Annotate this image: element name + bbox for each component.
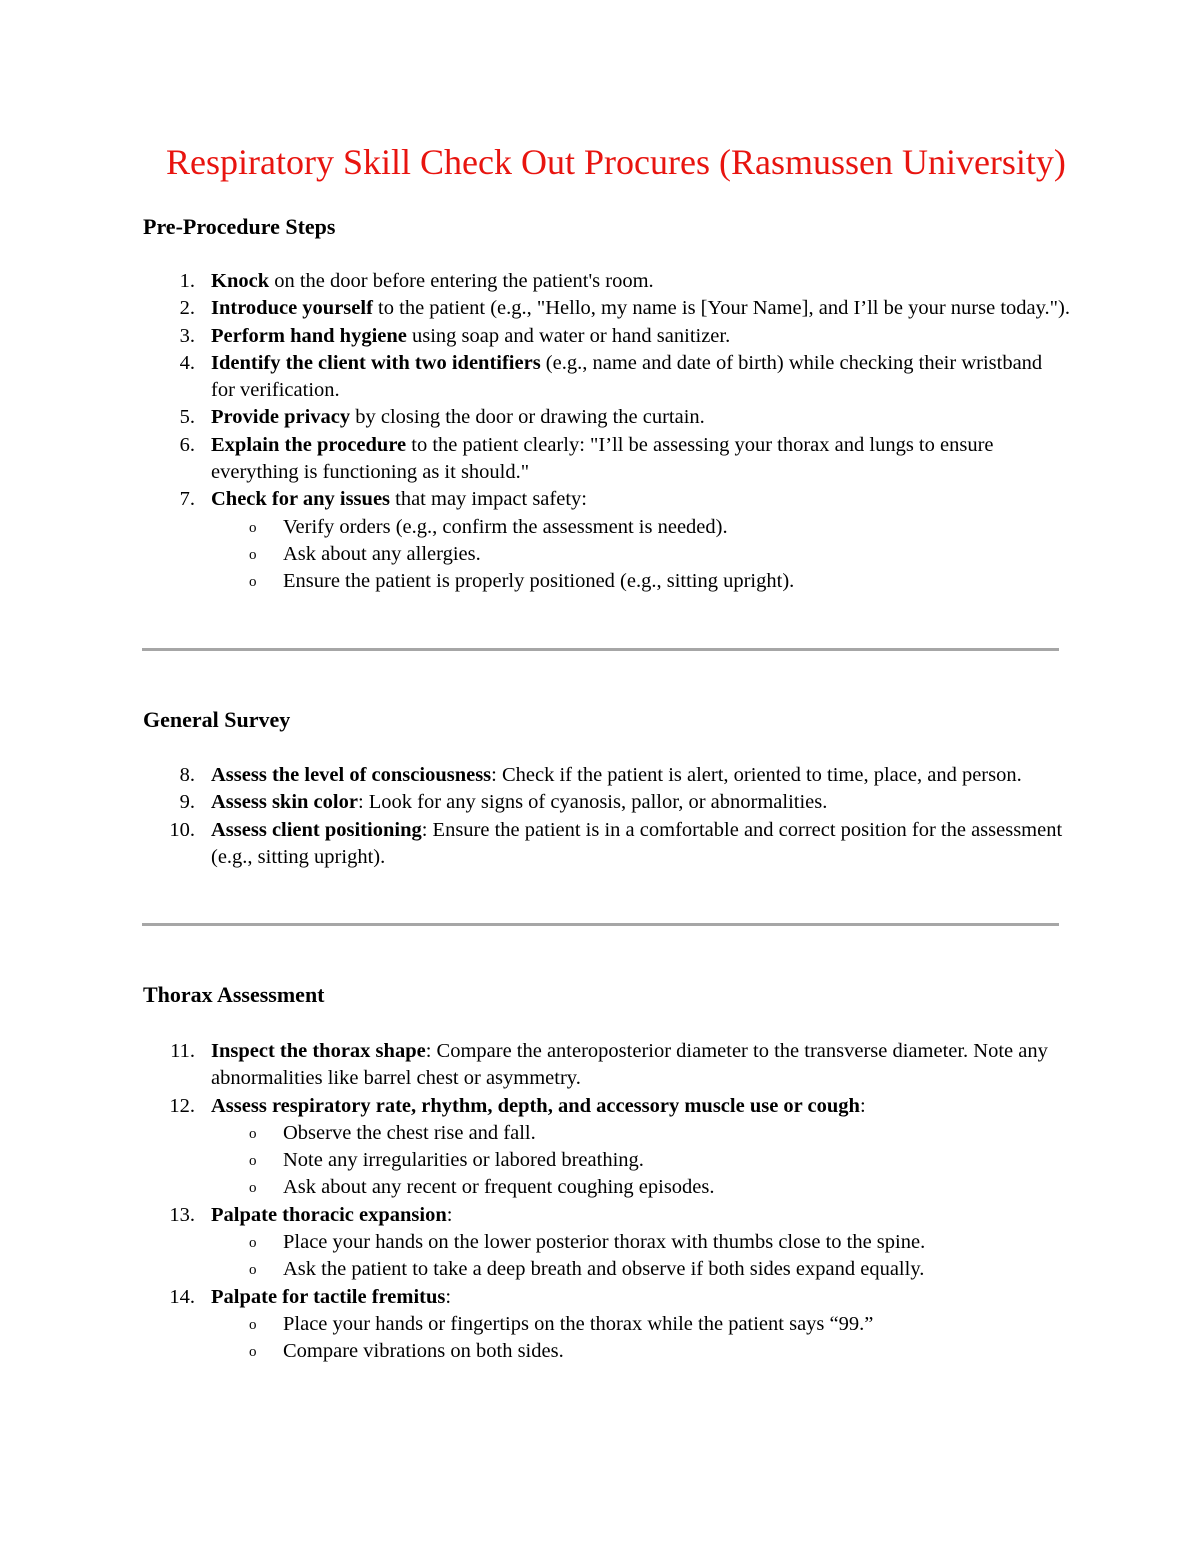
sub-list-item <box>0 1311 1070 1338</box>
item-number: 2. <box>179 297 195 320</box>
thorax-assessment-list <box>0 1038 1200 1366</box>
sub-list <box>211 1311 1070 1366</box>
list-item <box>0 350 1200 405</box>
section-divider <box>142 923 1059 926</box>
item-bold-label: Assess respiratory rate, rhythm, depth, and accessory muscle use or cough <box>211 1094 860 1117</box>
item-number: 10. <box>169 818 195 841</box>
item-text: to the patient (e.g., "Hello, my name is [Your Name], and I’ll be your nurse today."). <box>372 297 1070 320</box>
sub-list-item <box>0 568 1070 595</box>
sub-list-item <box>0 1147 1070 1174</box>
sub-item-text: Ask about any recent or frequent coughing episodes. <box>283 1176 715 1199</box>
list-item <box>0 268 1200 295</box>
item-number: 3. <box>179 324 195 347</box>
item-bold-label: Perform hand hygiene <box>211 324 407 347</box>
item-number: 7. <box>179 488 195 511</box>
item-bold-label: Palpate for tactile fremitus <box>211 1285 446 1308</box>
circle-bullet-icon: o <box>249 1125 257 1142</box>
item-bold-label: Provide privacy <box>211 406 351 429</box>
list-item <box>0 432 1200 487</box>
list-item <box>0 323 1200 350</box>
sub-list-item <box>0 1338 1070 1365</box>
item-text: (e.g., name and date of birth) while checking their wristband for verification. <box>211 351 1043 402</box>
section-divider <box>142 648 1059 651</box>
sub-list <box>211 514 1070 596</box>
sub-list <box>211 1229 1070 1284</box>
item-bold-label: Check for any issues <box>211 488 391 511</box>
sub-list-item <box>0 541 1070 568</box>
item-bold-label: Identify the client with two identifiers <box>211 351 541 374</box>
item-text: : <box>859 1094 866 1117</box>
item-bold-label: Explain the procedure <box>211 433 407 456</box>
item-text: : <box>445 1285 452 1308</box>
sub-list-item <box>0 1256 1070 1283</box>
sub-item-text: Note any irregularities or labored breathing. <box>283 1149 644 1172</box>
list-item <box>0 486 1200 595</box>
item-text: using soap and water or hand sanitizer. <box>406 324 731 347</box>
circle-bullet-icon: o <box>249 574 257 591</box>
item-text: : Ensure the patient is in a comfortable and correct position for the assessment (e.g., sitting upright). <box>211 818 1063 868</box>
item-bold-label: Introduce yourself <box>211 297 373 320</box>
item-bold-label: Knock <box>211 270 270 292</box>
circle-bullet-icon: o <box>249 519 257 536</box>
item-number: 8. <box>179 764 195 786</box>
item-text: that may impact safety: <box>390 488 587 511</box>
general-survey-list <box>0 762 1200 871</box>
item-text: : Compare the anteroposterior diameter to the transverse diameter. Note any abnormalities like barrel chest or asymmetry. <box>211 1040 1048 1090</box>
sub-list <box>211 1120 1070 1202</box>
sub-list-item <box>0 1174 1070 1201</box>
sub-list-item <box>0 1120 1070 1147</box>
item-number: 1. <box>179 270 195 292</box>
sub-list-item <box>0 514 1070 541</box>
item-text: on the door before entering the patient's room. <box>269 270 654 292</box>
list-item <box>0 1093 1200 1202</box>
item-number: 4. <box>179 351 195 374</box>
list-item <box>0 404 1200 431</box>
item-bold-label: Inspect the thorax shape <box>211 1040 426 1062</box>
item-number: 11. <box>170 1040 195 1062</box>
item-number: 14. <box>169 1285 195 1308</box>
sub-item-text: Compare vibrations on both sides. <box>283 1340 564 1363</box>
section-heading-pre-procedure: Pre-Procedure Steps <box>143 214 336 239</box>
circle-bullet-icon: o <box>249 1316 257 1333</box>
list-item <box>0 762 1200 789</box>
sub-item-text: Ensure the patient is properly positioned (e.g., sitting upright). <box>283 570 795 593</box>
item-number: 5. <box>179 406 195 429</box>
list-item <box>0 295 1200 322</box>
circle-bullet-icon: o <box>249 1180 257 1197</box>
item-number: 12. <box>169 1094 195 1117</box>
list-item <box>0 1038 1200 1093</box>
item-text: : <box>446 1203 453 1226</box>
sub-item-text: Ask about any allergies. <box>283 542 481 565</box>
list-item <box>0 817 1200 872</box>
sub-item-text: Verify orders (e.g., confirm the assessment is needed). <box>283 515 728 538</box>
item-text: by closing the door or drawing the curtain. <box>350 406 705 429</box>
item-text: : Look for any signs of cyanosis, pallor, or abnormalities. <box>357 791 828 814</box>
circle-bullet-icon: o <box>249 1344 257 1361</box>
sub-item-text: Observe the chest rise and fall. <box>283 1121 536 1144</box>
item-text: to the patient clearly: "I’ll be assessing your thorax and lungs to ensure everything is functioning as it should." <box>211 433 994 484</box>
item-text: : Check if the patient is alert, oriented to time, place, and person. <box>491 764 1022 786</box>
list-item <box>0 789 1200 816</box>
circle-bullet-icon: o <box>249 1235 257 1252</box>
item-bold-label: Assess skin color <box>211 791 358 814</box>
item-bold-label: Palpate thoracic expansion <box>211 1203 447 1226</box>
list-item <box>0 1202 1200 1284</box>
sub-list-item <box>0 1229 1070 1256</box>
document-title: Respiratory Skill Check Out Procures (Rasmussen University) <box>166 142 1066 182</box>
pre-procedure-list <box>0 268 1200 596</box>
circle-bullet-icon: o <box>249 1262 257 1279</box>
item-number: 9. <box>179 791 195 814</box>
sub-item-text: Place your hands or fingertips on the thorax while the patient says “99.” <box>283 1312 874 1335</box>
circle-bullet-icon: o <box>249 546 257 563</box>
list-item <box>0 1284 1200 1366</box>
item-number: 6. <box>179 433 195 456</box>
sub-item-text: Ask the patient to take a deep breath and observe if both sides expand equally. <box>283 1258 925 1281</box>
item-bold-label: Assess client positioning <box>211 818 422 841</box>
item-bold-label: Assess the level of consciousness <box>211 764 492 786</box>
sub-item-text: Place your hands on the lower posterior thorax with thumbs close to the spine. <box>283 1231 926 1254</box>
section-heading-thorax-assessment: Thorax Assessment <box>143 982 325 1007</box>
circle-bullet-icon: o <box>249 1153 257 1170</box>
section-heading-general-survey: General Survey <box>143 707 291 732</box>
item-number: 13. <box>169 1203 195 1226</box>
